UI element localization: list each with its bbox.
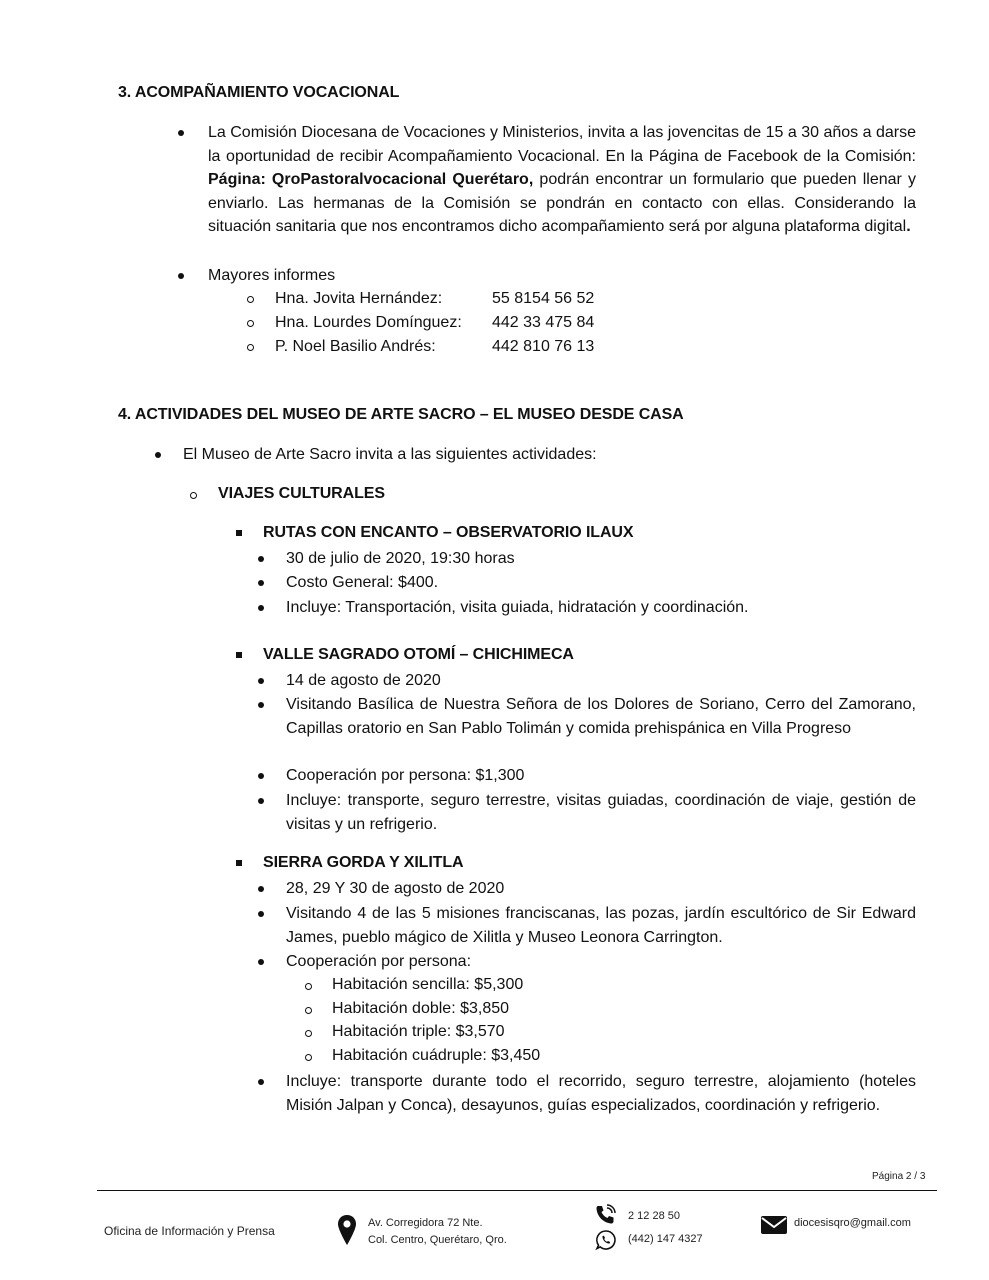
bullet — [178, 273, 184, 279]
circle-bullet — [305, 1030, 312, 1037]
section-3-paragraph — [208, 121, 916, 239]
contact-phone: 442 810 76 13 — [492, 338, 595, 355]
circle-bullet — [190, 492, 197, 499]
phone-number: 2 12 28 50 — [628, 1210, 680, 1222]
trip-item: Incluye: transporte durante todo el recorrido, seguro terrestre, alojamiento (hoteles Misión Jalpan y Conca), desayunos, guías especializados, coordinación y refrigerio. — [286, 1073, 916, 1114]
circle-bullet — [305, 1007, 312, 1014]
office-name: Oficina de Información y Prensa — [104, 1224, 275, 1238]
address-line-2: Col. Centro, Querétaro, Qro. — [368, 1234, 507, 1246]
room-price: Habitación sencilla: $5,300 — [332, 976, 524, 993]
square-bullet — [236, 860, 242, 866]
section-3-heading: 3. ACOMPAÑAMIENTO VOCACIONAL — [118, 84, 400, 101]
circle-bullet — [247, 344, 254, 351]
section-4-heading: 4. ACTIVIDADES DEL MUSEO DE ARTE SACRO – EL MUSEO DESDE CASA — [118, 406, 684, 423]
trip-item: Cooperación por persona: — [286, 953, 472, 970]
bullet — [258, 556, 264, 562]
email-address: diocesisqro@gmail.com — [794, 1217, 911, 1229]
contact-name: P. Noel Basilio Andrés: — [275, 338, 436, 355]
page-number: Página 2 / 3 — [872, 1171, 926, 1182]
bullet — [258, 580, 264, 586]
trip-item: Visitando 4 de las 5 misiones franciscanas, las pozas, jardín escultórico de Sir Edward James, pueblo mágico de Xilitla y Museo Leonora Carrington. — [286, 905, 916, 946]
trip-title: VALLE SAGRADO OTOMÍ – CHICHIMECA — [263, 646, 574, 663]
circle-bullet — [305, 1054, 312, 1061]
bullet — [258, 773, 264, 779]
trip-title: SIERRA GORDA Y XILITLA — [263, 854, 464, 871]
trip-item: Visitando Basílica de Nuestra Señora de los Dolores de Soriano, Cerro del Zamorano, Capillas oratorio en San Pablo Tolimán y comida prehispánica en Villa Progreso — [286, 696, 916, 737]
footer-divider — [97, 1190, 937, 1191]
room-price: Habitación doble: $3,850 — [332, 1000, 510, 1017]
bullet — [258, 886, 264, 892]
address-line-1: Av. Corregidora 72 Nte. — [368, 1217, 483, 1229]
viajes-culturales-heading: VIAJES CULTURALES — [218, 485, 385, 502]
envelope-icon — [760, 1214, 788, 1241]
circle-bullet — [305, 983, 312, 990]
circle-bullet — [247, 296, 254, 303]
trip-item: Cooperación por persona: $1,300 — [286, 767, 525, 784]
square-bullet — [236, 652, 242, 658]
location-pin-icon — [337, 1214, 357, 1253]
room-price: Habitación triple: $3,570 — [332, 1023, 505, 1040]
bullet — [258, 1079, 264, 1085]
square-bullet — [236, 530, 242, 536]
paragraph-text: La Comisión Diocesana de Vocaciones y Ministerios, invita a las jovencitas de 15 a 30 años a darse la oportunidad de recibir Acompañamiento Vocacional. En la Página de Facebook de la Comisión: — [208, 124, 916, 165]
trip-item: Incluye: Transportación, visita guiada, hidratación y coordinación. — [286, 599, 749, 616]
bullet — [258, 678, 264, 684]
facebook-page-name: Página: QroPastoralvocacional Querétaro, — [208, 171, 534, 188]
trip-title: RUTAS CON ENCANTO – OBSERVATORIO ILAUX — [263, 524, 634, 541]
paragraph-text-continued: podrán encontrar un formulario que pueden llenar y enviarlo. Las hermanas de la Comisión se pondrán en contacto con ellas. Considerando la situación sanitaria que nos encontramos dicho acompañamiento será por alguna plataforma digital — [208, 171, 916, 235]
whatsapp-number: (442) 147 4327 — [628, 1233, 703, 1245]
room-price: Habitación cuádruple: $3,450 — [332, 1047, 541, 1064]
whatsapp-icon — [595, 1229, 617, 1256]
trip-item: Incluye: transporte, seguro terrestre, visitas guiadas, coordinación de viaje, gestión de visitas y un refrigerio. — [286, 792, 916, 833]
bullet — [178, 130, 184, 136]
bullet — [258, 959, 264, 965]
bullet — [258, 702, 264, 708]
contact-phone: 55 8154 56 52 — [492, 290, 595, 307]
section-4-intro: El Museo de Arte Sacro invita a las siguientes actividades: — [183, 446, 597, 463]
trip-item: 14 de agosto de 2020 — [286, 672, 441, 689]
bullet — [155, 452, 161, 458]
contact-name: Hna. Lourdes Domínguez: — [275, 314, 462, 331]
bullet — [258, 911, 264, 917]
paragraph-end: . — [906, 218, 911, 235]
phone-icon — [594, 1204, 616, 1231]
trip-item: 30 de julio de 2020, 19:30 horas — [286, 550, 515, 567]
circle-bullet — [247, 320, 254, 327]
trip-item: Costo General: $400. — [286, 574, 439, 591]
contact-name: Hna. Jovita Hernández: — [275, 290, 443, 307]
bullet — [258, 605, 264, 611]
info-label: Mayores informes — [208, 267, 336, 284]
contact-phone: 442 33 475 84 — [492, 314, 595, 331]
bullet — [258, 798, 264, 804]
trip-item: 28, 29 Y 30 de agosto de 2020 — [286, 880, 505, 897]
